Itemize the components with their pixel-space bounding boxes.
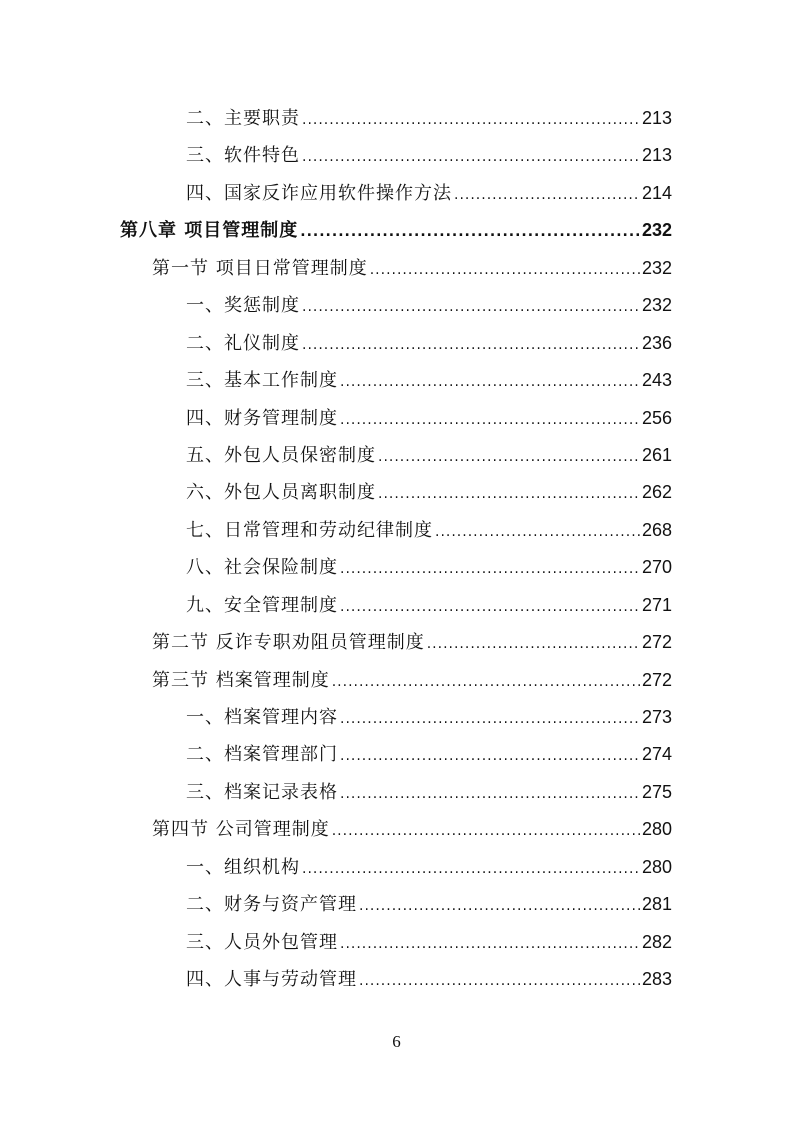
- dot-leader: [302, 102, 640, 139]
- toc-entry-page: 283: [641, 969, 672, 990]
- toc-entry-page: 236: [641, 332, 672, 353]
- toc-entry-label: 二、主要职责: [186, 108, 300, 129]
- toc-subsection-entry[interactable]: [0, 924, 793, 961]
- dot-leader: [340, 738, 640, 775]
- toc-subsection-entry[interactable]: [0, 137, 793, 174]
- toc-subsection-entry[interactable]: [0, 287, 793, 324]
- toc-subsection-entry[interactable]: [0, 774, 793, 811]
- toc-subsection-entry[interactable]: [0, 512, 793, 549]
- toc-entry-label: 四、财务管理制度: [186, 407, 338, 429]
- dot-leader: [340, 701, 640, 738]
- toc-entry-page: 268: [641, 519, 672, 540]
- toc-entry-page: 256: [641, 407, 672, 428]
- toc-entry-page: 261: [641, 444, 672, 465]
- toc-entry-label: 九、安全管理制度: [186, 594, 338, 616]
- dot-leader: [427, 626, 640, 663]
- dot-leader: [340, 364, 640, 401]
- toc-entry-label: 四、人事与劳动管理: [186, 969, 357, 991]
- dot-leader: [300, 214, 640, 251]
- toc-entry-page: 272: [641, 632, 672, 653]
- toc-subsection-entry[interactable]: [0, 587, 793, 624]
- toc-entry-page: 272: [641, 669, 672, 690]
- toc-subsection-entry[interactable]: [0, 736, 793, 773]
- toc-subsection-entry[interactable]: [0, 474, 793, 511]
- dot-leader: [340, 926, 640, 963]
- toc-subsection-entry[interactable]: [0, 100, 793, 137]
- toc-entry-page: 243: [641, 370, 672, 391]
- dot-leader: [340, 776, 640, 813]
- toc-entry-page: 282: [641, 931, 672, 952]
- toc-entry-label: 第二节 反诈专职劝阻员管理制度: [152, 632, 425, 654]
- toc-entry-label: 一、奖惩制度: [186, 295, 300, 317]
- toc-entry-page: 262: [641, 482, 672, 503]
- toc-subsection-entry[interactable]: [0, 886, 793, 923]
- toc-entry-page: 275: [641, 781, 672, 802]
- toc-entry-label: 七、日常管理和劳动纪律制度: [186, 519, 433, 541]
- toc-entry-label: 六、外包人员离职制度: [186, 482, 376, 504]
- dot-leader: [332, 664, 640, 701]
- toc-chapter-entry[interactable]: [0, 212, 793, 249]
- toc-entry-page: 281: [641, 894, 672, 915]
- dot-leader: [302, 289, 640, 326]
- dot-leader: [340, 589, 640, 626]
- toc-entry-label: 二、礼仪制度: [186, 332, 300, 354]
- toc-subsection-entry[interactable]: [0, 175, 793, 212]
- toc-entry-label: 五、外包人员保密制度: [186, 444, 376, 466]
- toc-entry-page: 280: [641, 856, 672, 877]
- toc-entry-page: 232: [641, 220, 672, 241]
- dot-leader: [454, 177, 640, 214]
- toc-section-entry[interactable]: [0, 811, 793, 848]
- dot-leader: [340, 551, 640, 588]
- toc-entry-label: 二、财务与资产管理: [186, 894, 357, 916]
- toc-subsection-entry[interactable]: [0, 699, 793, 736]
- toc-entry-label: 第四节 公司管理制度: [152, 819, 330, 841]
- toc-entry-label: 一、档案管理内容: [186, 707, 338, 728]
- dot-leader: [378, 476, 640, 513]
- toc-entry-page: 213: [641, 108, 672, 128]
- toc-entry-label: 四、国家反诈应用软件操作方法: [186, 182, 452, 204]
- dot-leader: [359, 888, 640, 925]
- toc-section-entry[interactable]: [0, 662, 793, 699]
- toc-subsection-entry[interactable]: [0, 549, 793, 586]
- toc-entry-page: 232: [641, 257, 672, 278]
- table-of-contents: [0, 100, 793, 999]
- toc-entry-label: 三、人员外包管理: [186, 931, 338, 953]
- page-number: 6: [392, 1032, 401, 1051]
- toc-entry-page: 271: [641, 594, 672, 615]
- toc-entry-page: 213: [641, 145, 672, 166]
- toc-entry-label: 三、基本工作制度: [186, 370, 338, 392]
- toc-subsection-entry[interactable]: [0, 325, 793, 362]
- dot-leader: [302, 851, 640, 888]
- dot-leader: [359, 963, 640, 1000]
- dot-leader: [302, 327, 640, 364]
- dot-leader: [340, 402, 640, 439]
- toc-entry-label: 第三节 档案管理制度: [152, 669, 330, 691]
- dot-leader: [378, 439, 640, 476]
- toc-section-entry[interactable]: [0, 250, 793, 287]
- dot-leader: [332, 813, 640, 850]
- toc-entry-label: 八、社会保险制度: [186, 557, 338, 579]
- toc-entry-page: 214: [641, 182, 672, 203]
- toc-entry-label: 第一节 项目日常管理制度: [152, 257, 368, 279]
- dot-leader: [370, 252, 640, 289]
- toc-entry-page: 274: [641, 744, 672, 765]
- toc-section-entry[interactable]: [0, 624, 793, 661]
- toc-entry-label: 三、软件特色: [186, 145, 300, 167]
- dot-leader: [435, 514, 640, 551]
- toc-entry-page: 232: [641, 295, 672, 316]
- dot-leader: [302, 139, 640, 176]
- toc-entry-label: 第八章 项目管理制度: [120, 220, 299, 242]
- toc-subsection-entry[interactable]: [0, 849, 793, 886]
- toc-subsection-entry[interactable]: [0, 362, 793, 399]
- toc-subsection-entry[interactable]: [0, 437, 793, 474]
- toc-entry-label: 一、组织机构: [186, 856, 300, 878]
- toc-entry-page: 270: [641, 557, 672, 578]
- toc-entry-page: 280: [641, 819, 672, 840]
- toc-subsection-entry[interactable]: [0, 961, 793, 998]
- toc-entry-page: 273: [641, 707, 672, 727]
- toc-entry-label: 三、档案记录表格: [186, 781, 338, 803]
- toc-entry-label: 二、档案管理部门: [186, 744, 338, 766]
- toc-subsection-entry[interactable]: [0, 400, 793, 437]
